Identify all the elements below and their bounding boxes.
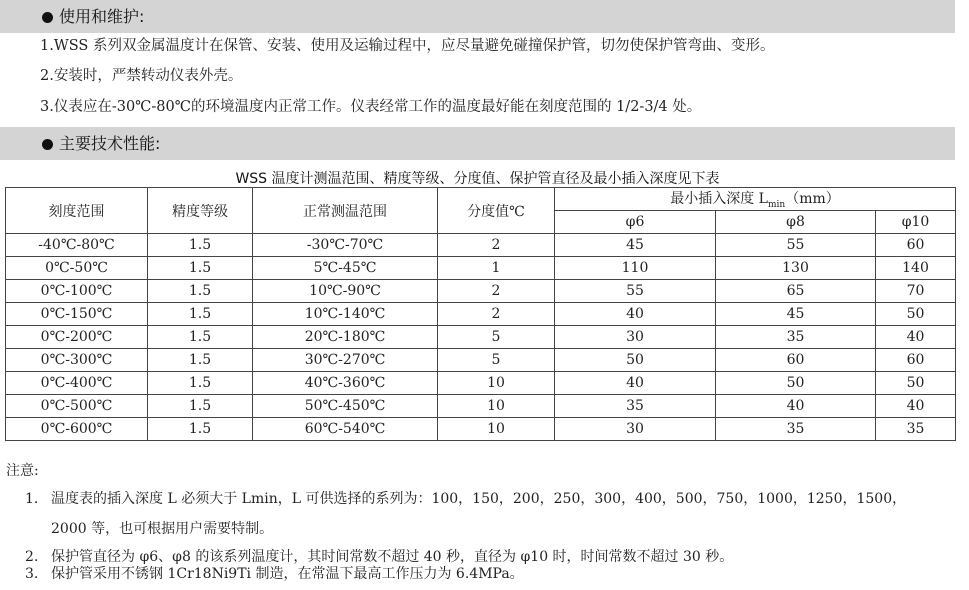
cell-accuracy: 1.5	[148, 234, 253, 257]
cell-scale-range: 0℃-150℃	[6, 303, 148, 326]
column-header-scale-range: 刻度范围	[6, 188, 148, 234]
column-header-division: 分度值℃	[438, 188, 555, 234]
cell-division: 5	[438, 326, 555, 349]
cell-division: 2	[438, 280, 555, 303]
cell-depth-d8: 40	[716, 395, 876, 418]
column-header-d8: φ8	[716, 211, 876, 234]
cell-accuracy: 1.5	[148, 395, 253, 418]
cell-normal-range: 5℃-45℃	[253, 257, 438, 280]
cell-depth-d6: 40	[555, 303, 716, 326]
min-depth-subscript: min	[767, 199, 786, 210]
table-caption: WSS 温度计测温范围、精度等级、分度值、保护管直径及最小插入深度见下表	[235, 171, 720, 187]
cell-accuracy: 1.5	[148, 418, 253, 441]
note-item-1	[25, 489, 906, 509]
cell-division: 10	[438, 395, 555, 418]
note-text: 保护管采用不锈钢 1Cr18Ni9Ti 制造，在常温下最高工作压力为 6.4MPa。	[51, 566, 524, 582]
section-header-usage	[0, 0, 955, 33]
cell-accuracy: 1.5	[148, 303, 253, 326]
table-header-row	[6, 188, 956, 211]
cell-division: 5	[438, 349, 555, 372]
cell-normal-range: 60℃-540℃	[253, 418, 438, 441]
cell-division: 10	[438, 372, 555, 395]
cell-depth-d10: 40	[876, 326, 956, 349]
note-item-2	[25, 549, 733, 565]
cell-normal-range: 20℃-180℃	[253, 326, 438, 349]
cell-depth-d10: 50	[876, 372, 956, 395]
cell-depth-d6: 30	[555, 418, 716, 441]
table-row	[6, 395, 956, 418]
cell-accuracy: 1.5	[148, 280, 253, 303]
cell-division: 2	[438, 303, 555, 326]
cell-depth-d8: 60	[716, 349, 876, 372]
cell-depth-d10: 35	[876, 418, 956, 441]
table-row	[6, 326, 956, 349]
cell-depth-d6: 110	[555, 257, 716, 280]
table-row	[6, 257, 956, 280]
cell-division: 1	[438, 257, 555, 280]
cell-scale-range: 0℃-600℃	[6, 418, 148, 441]
cell-normal-range: 50℃-450℃	[253, 395, 438, 418]
note-number: 2.	[25, 549, 39, 565]
cell-accuracy: 1.5	[148, 326, 253, 349]
section-header-specs	[0, 127, 955, 160]
cell-accuracy: 1.5	[148, 372, 253, 395]
cell-scale-range: 0℃-400℃	[6, 372, 148, 395]
note-text: 保护管直径为 φ6、φ8 的该系列温度计，其时间常数不超过 40 秒，直径为 φ10 时，时间常数不超过 30 秒。	[51, 549, 734, 565]
notes-heading: 注意:	[6, 463, 39, 479]
cell-scale-range: 0℃-500℃	[6, 395, 148, 418]
cell-scale-range: 0℃-50℃	[6, 257, 148, 280]
cell-scale-range: -40℃-80℃	[6, 234, 148, 257]
cell-scale-range: 0℃-100℃	[6, 280, 148, 303]
cell-division: 2	[438, 234, 555, 257]
column-header-d6: φ6	[555, 211, 716, 234]
table-row	[6, 372, 956, 395]
cell-depth-d6: 45	[555, 234, 716, 257]
cell-division: 10	[438, 418, 555, 441]
cell-depth-d8: 35	[716, 326, 876, 349]
bullet-icon	[42, 12, 53, 23]
min-depth-label: 最小插入深度 L	[670, 191, 768, 208]
cell-normal-range: 30℃-270℃	[253, 349, 438, 372]
cell-depth-d10: 140	[876, 257, 956, 280]
cell-scale-range: 0℃-200℃	[6, 326, 148, 349]
cell-depth-d10: 50	[876, 303, 956, 326]
cell-depth-d8: 50	[716, 372, 876, 395]
cell-depth-d6: 55	[555, 280, 716, 303]
section-title: 使用和维护:	[59, 7, 145, 26]
cell-scale-range: 0℃-300℃	[6, 349, 148, 372]
note-number: 1.	[25, 491, 39, 507]
table-row	[6, 349, 956, 372]
cell-depth-d8: 45	[716, 303, 876, 326]
spec-table	[5, 187, 956, 441]
cell-accuracy: 1.5	[148, 257, 253, 280]
cell-normal-range: 10℃-90℃	[253, 280, 438, 303]
column-header-min-depth	[555, 188, 956, 211]
column-header-accuracy: 精度等级	[148, 188, 253, 234]
cell-depth-d6: 35	[555, 395, 716, 418]
column-header-normal-range: 正常测温范围	[253, 188, 438, 234]
bullet-icon	[42, 139, 53, 150]
cell-normal-range: 10℃-140℃	[253, 303, 438, 326]
cell-depth-d8: 65	[716, 280, 876, 303]
cell-depth-d8: 55	[716, 234, 876, 257]
cell-depth-d10: 70	[876, 280, 956, 303]
table-row	[6, 234, 956, 257]
cell-depth-d6: 30	[555, 326, 716, 349]
cell-depth-d10: 60	[876, 234, 956, 257]
note-item-3	[25, 566, 524, 582]
table-row	[6, 280, 956, 303]
cell-depth-d10: 40	[876, 395, 956, 418]
note-item-1-continued	[25, 519, 273, 539]
column-header-d10: φ10	[876, 211, 956, 234]
table-row	[6, 303, 956, 326]
cell-depth-d10: 60	[876, 349, 956, 372]
cell-depth-d8: 35	[716, 418, 876, 441]
cell-depth-d6: 50	[555, 349, 716, 372]
usage-paragraph-1: 1.WSS 系列双金属温度计在保管、安装、使用及运输过程中，应尽量避免碰撞保护管，切勿使保护管弯曲、变形。	[40, 38, 775, 54]
note-number: 3.	[25, 566, 39, 582]
section-title: 主要技术性能:	[59, 134, 161, 153]
cell-normal-range: -30℃-70℃	[253, 234, 438, 257]
min-depth-unit: （mm）	[785, 191, 840, 208]
cell-depth-d8: 130	[716, 257, 876, 280]
note-text: 温度表的插入深度 L 必须大于 Lmin，L 可供选择的系列为：100，150，200，250，300，400，500，750，1000，1250，1500，	[51, 491, 907, 507]
cell-accuracy: 1.5	[148, 349, 253, 372]
cell-depth-d6: 40	[555, 372, 716, 395]
table-row	[6, 418, 956, 441]
usage-paragraph-2: 2.安装时，严禁转动仪表外壳。	[40, 68, 243, 84]
cell-normal-range: 40℃-360℃	[253, 372, 438, 395]
note-text: 2000 等，也可根据用户需要特制。	[51, 521, 274, 537]
usage-paragraph-3: 3.仪表应在-30℃-80℃的环境温度内正常工作。仪表经常工作的温度最好能在刻度范围的 1/2-3/4 处。	[40, 99, 702, 115]
